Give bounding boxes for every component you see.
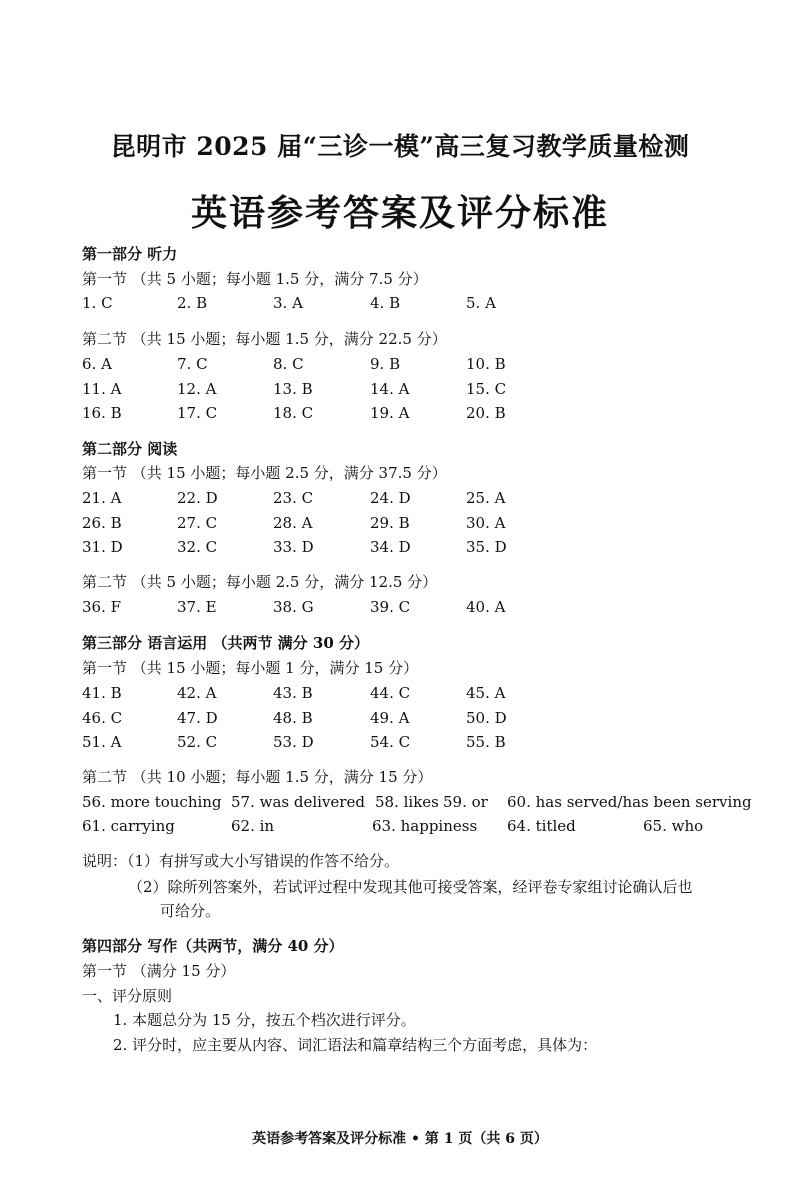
answer-cell: 52. C — [177, 733, 218, 751]
answer-cell: 11. A — [82, 379, 122, 398]
part4-heading: 第四部分 写作（共两节，满分 40 分） — [82, 937, 344, 955]
note-2: （2）除所列答案外，若试评过程中发现其他可接受答案，经评卷专家组讨论确认后也 — [128, 878, 693, 896]
answer-cell: 16. B — [82, 404, 122, 422]
part1-sec2-heading: 第二节 （共 15 小题；每小题 1.5 分，满分 22.5 分） — [82, 330, 447, 348]
answer-cell: 5. A — [466, 294, 496, 312]
answer-cell: 15. C — [466, 379, 507, 398]
answer-cell: 4. B — [370, 294, 401, 312]
answer-cell: 6. A — [82, 355, 112, 373]
answer-cell: 58. likes — [375, 793, 439, 811]
answer-cell: 63. happiness — [372, 817, 478, 835]
answer-cell: 56. more touching — [82, 793, 222, 811]
answer-cell: 7. C — [177, 355, 208, 373]
part4-sec1-heading: 第一节 （满分 15 分） — [82, 962, 236, 980]
answer-cell: 18. C — [273, 404, 314, 422]
answer-cell: 8. C — [273, 355, 304, 373]
note-1: 说明：（1）有拼写或大小写错误的作答不给分。 — [82, 852, 400, 870]
answer-cell: 36. F — [82, 598, 122, 616]
answer-cell: 46. C — [82, 708, 123, 727]
answer-cell: 48. B — [273, 708, 313, 727]
answer-cell: 44. C — [370, 684, 411, 702]
answer-cell: 60. has served/has been serving — [507, 793, 752, 811]
answer-cell: 10. B — [466, 355, 506, 373]
answer-cell: 22. D — [177, 489, 218, 507]
part1-sec1-heading: 第一节 （共 5 小题；每小题 1.5 分，满分 7.5 分） — [82, 270, 428, 288]
answer-cell: 39. C — [370, 598, 411, 616]
page-subtitle: 英语参考答案及评分标准 — [190, 192, 609, 234]
part3-heading: 第三部分 语言运用 （共两节 满分 30 分） — [82, 634, 369, 652]
answer-cell: 23. C — [273, 489, 314, 507]
answer-cell: 12. A — [177, 379, 217, 398]
answer-cell: 45. A — [466, 684, 506, 702]
answer-cell: 13. B — [273, 379, 313, 398]
note-2-continued: 可给分。 — [160, 902, 221, 920]
answer-cell: 19. A — [370, 404, 410, 422]
answer-cell: 3. A — [273, 294, 303, 312]
answer-cell: 2. B — [177, 294, 208, 312]
page-title: 昆明市 2025 届“三诊一模”高三复习教学质量检测 — [110, 132, 690, 161]
answer-cell: 55. B — [466, 733, 506, 751]
scoring-principles-heading: 一、评分原则 — [82, 987, 173, 1005]
part1-heading: 第一部分 听力 — [82, 245, 178, 263]
answer-cell: 65. who — [643, 817, 704, 835]
answer-cell: 32. C — [177, 538, 218, 556]
answer-cell: 62. in — [231, 817, 275, 835]
page-footer: 英语参考答案及评分标准 • 第 1 页（共 6 页） — [252, 1131, 548, 1147]
answer-cell: 42. A — [177, 684, 217, 702]
answer-cell: 34. D — [370, 538, 411, 556]
answer-cell: 17. C — [177, 404, 218, 422]
answer-cell: 31. D — [82, 538, 123, 556]
part2-sec1-heading: 第一节 （共 15 小题；每小题 2.5 分，满分 37.5 分） — [82, 464, 447, 482]
answer-cell: 64. titled — [507, 817, 576, 835]
answer-cell: 50. D — [466, 708, 507, 727]
answer-cell: 1. C — [82, 294, 113, 312]
answer-cell: 38. G — [273, 598, 314, 616]
answer-cell: 37. E — [177, 598, 217, 616]
answer-cell: 30. A — [466, 513, 506, 532]
answer-cell: 49. A — [370, 708, 410, 727]
answer-cell: 28. A — [273, 513, 313, 532]
answer-cell: 43. B — [273, 684, 313, 702]
answer-cell: 41. B — [82, 684, 122, 702]
answer-cell: 54. C — [370, 733, 411, 751]
answer-cell: 9. B — [370, 355, 401, 373]
answer-cell: 27. C — [177, 513, 218, 532]
part3-sec1-heading: 第一节 （共 15 小题；每小题 1 分，满分 15 分） — [82, 659, 419, 677]
part2-heading: 第二部分 阅读 — [82, 440, 178, 458]
answer-cell: 40. A — [466, 598, 506, 616]
answer-cell: 25. A — [466, 489, 506, 507]
answer-cell: 51. A — [82, 733, 122, 751]
answer-cell: 14. A — [370, 379, 410, 398]
answer-cell: 20. B — [466, 404, 506, 422]
answer-cell: 61. carrying — [82, 817, 175, 835]
answer-cell: 26. B — [82, 513, 122, 532]
answer-cell: 59. or — [443, 793, 488, 811]
answer-cell: 53. D — [273, 733, 314, 751]
part3-sec2-heading: 第二节 （共 10 小题；每小题 1.5 分，满分 15 分） — [82, 768, 433, 786]
answer-cell: 33. D — [273, 538, 314, 556]
answer-cell: 47. D — [177, 708, 218, 727]
answer-cell: 35. D — [466, 538, 507, 556]
part2-sec2-heading: 第二节 （共 5 小题；每小题 2.5 分，满分 12.5 分） — [82, 573, 438, 591]
answer-cell: 29. B — [370, 513, 410, 532]
principle-item-2: 2. 评分时，应主要从内容、词汇语法和篇章结构三个方面考虑，具体为： — [113, 1036, 598, 1054]
answer-cell: 24. D — [370, 489, 411, 507]
answer-cell: 57. was delivered — [231, 793, 365, 811]
answer-cell: 21. A — [82, 489, 122, 507]
principle-item-1: 1. 本题总分为 15 分，按五个档次进行评分。 — [113, 1011, 416, 1029]
